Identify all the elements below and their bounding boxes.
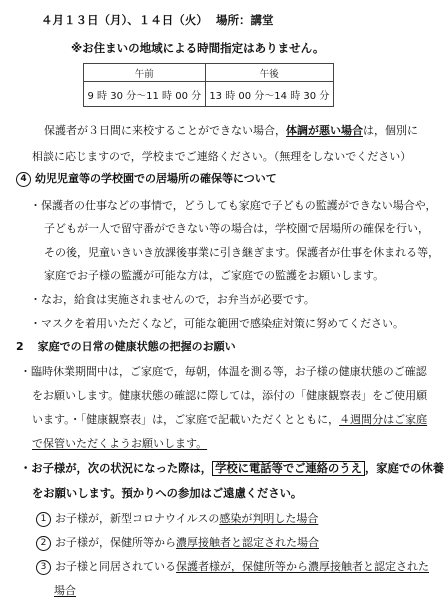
am-time: 9 時 30 分～11 時 00 分 (84, 82, 206, 107)
condition-item-2: 2 お子様が，保健所等から濃厚接触者と認定された場合 (36, 534, 319, 551)
section4-b1-l3: その後，児童いきいき放課後事業に引き継ぎます。保護者が仕事を休まれる等， (44, 246, 440, 259)
section4-b1-l4: 家庭でお子様の監護が可能な方は，ご家庭での監護をお願いします。 (44, 269, 385, 282)
time-note: ※お住まいの地域による時間指定はありません。 (71, 41, 325, 55)
para1-line1: 保護者が３日間に来校することができない場合，体調が悪い場合は，個別に (44, 124, 418, 137)
pm-header: 午後 (205, 64, 333, 82)
contact-school-box: 学校に電話等でご連絡のうえ (212, 461, 365, 476)
schedule-table (83, 63, 334, 107)
condition-item-3-cont: 場合 (54, 584, 76, 597)
section4-b1-l1: ・保護者の仕事などの事情で，どうしても家庭で子どもの監護ができない場合や， (30, 199, 437, 212)
pm-time: 13 時 00 分～14 時 30 分 (205, 82, 333, 107)
section2-b1-l4: で保管いただくようお願いします。 (32, 437, 208, 450)
section4-b2: ・なお，給食は実施されませんので，お弁当が必要です。 (30, 293, 315, 306)
condition-item-3: 3 お子様と同居されている保護者様が，保健所等から濃厚接触者と認定された (36, 558, 429, 575)
section-number: 4 (16, 172, 31, 187)
section2-heading: 2 家庭での日常の健康状態の把握のお願い (16, 340, 236, 353)
para1-line2: 相談に応じますので，学校までご連絡ください。（無理をしないでください） (32, 150, 412, 163)
bad-condition-emphasis: 体調が悪い場合 (286, 124, 363, 137)
section-number: 2 (16, 340, 24, 353)
section2-b1-l1: ・臨時休業期間中は，ご家庭で，毎朝，体温を測る等，お子様の健康状態のご確認 (20, 365, 427, 378)
section2-b1-l2: をお願いします。健康状態の確認に際しては，添付の「健康観察表」をご使用願 (32, 389, 428, 402)
condition-item-1: 1 お子様が，新型コロナウイルスの感染が判明した場合 (36, 510, 318, 527)
section2-b2-l2: をお願いします。預かりへの参加はご遠慮ください。 (32, 487, 303, 500)
am-header: 午前 (84, 64, 206, 82)
section4-heading: 4 幼児児童等の学校園での居場所の確保等について (16, 170, 277, 187)
place-label: 場所：講堂 (216, 13, 274, 27)
section2-b2-l1: ・お子様が，次の状況になった際は， 学校に電話等でご連絡のうえ ，家庭での休養 (20, 462, 444, 475)
section4-b1-l2: 子どもが一人で留守番ができない等の場合は，学校園で居場所の確保を行い， (44, 222, 429, 235)
dates-heading: ４月１３日（月）、１４日（火） (41, 13, 208, 27)
section2-b1-l3: います。・「健康観察表」は，ご家庭で記載いただくとともに，４週間分はご家庭 (32, 413, 428, 426)
section4-b3: ・マスクを着用いただくなど，可能な範囲で感染症対策に努めてください。 (30, 317, 404, 330)
